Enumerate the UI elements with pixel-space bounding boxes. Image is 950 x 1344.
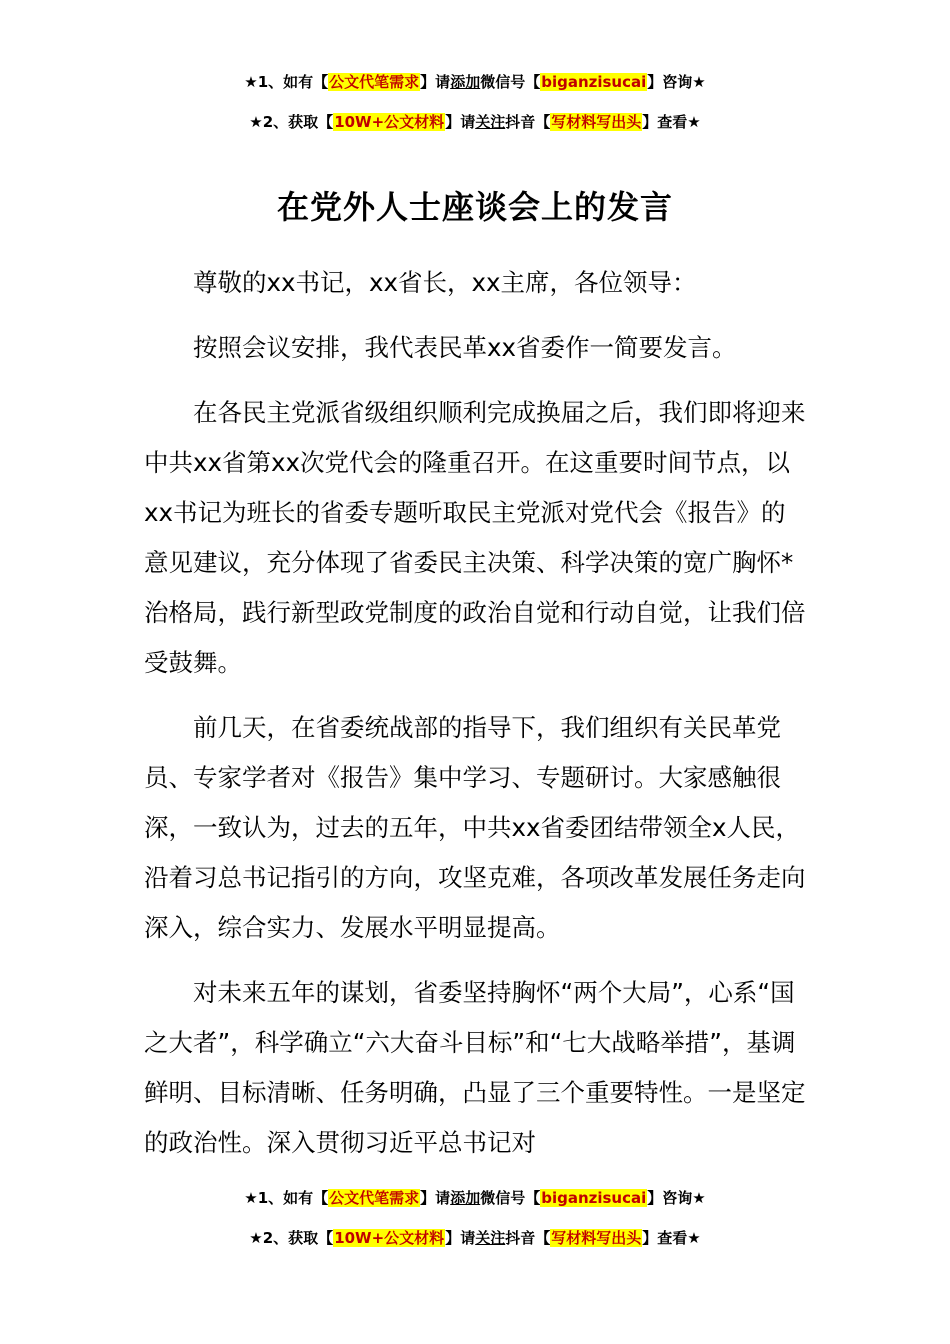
document-title: 在党外人士座谈会上的发言	[276, 188, 673, 226]
highlight-materials: 10W+公文材料	[334, 113, 445, 131]
highlight-materials: 10W+公文材料	[334, 1229, 445, 1247]
salutation: 尊敬的xx书记，xx省长，xx主席，各位领导：	[193, 268, 697, 297]
bottom-banner-line-2	[0, 1228, 950, 1248]
highlight-service: 公文代笔需求	[329, 73, 420, 91]
banner-text: ★2、获取【	[249, 113, 334, 131]
banner-text: 】请	[420, 73, 451, 91]
highlight-douyin-id: 写材料写出头	[551, 113, 642, 131]
banner-text: 抖音【	[505, 113, 551, 131]
underline-add: 添加	[450, 73, 481, 91]
banner-text: 】查看★	[642, 113, 701, 131]
banner-text: 微信号【	[480, 1189, 541, 1207]
paragraph-3: 前几天，在省委统战部的指导下，我们组织有关民革党员、专家学者对《报告》集中学习、专题研讨。大家感触很深，一致认为，过去的五年，中共xx省委团结带领全x人民，沿着习总书记指引的方向，攻坚克难，各项改革发展任务走向深入，综合实力、发展水平明显提高。	[144, 713, 806, 942]
banner-text: 】请	[420, 1189, 451, 1207]
banner-text: ★1、如有【	[244, 1189, 329, 1207]
underline-follow: 关注	[475, 113, 506, 131]
highlight-douyin-id: 写材料写出头	[551, 1229, 642, 1247]
paragraph-4: 对未来五年的谋划，省委坚持胸怀“两个大局”，心系“国之大者”，科学确立“六大奋斗目标”和“七大战略举措”，基调鲜明、目标清晰、任务明确，凸显了三个重要特性。一是坚定的政治性。深入贯彻习近平总书记对	[144, 978, 806, 1157]
top-banner-line-2	[0, 112, 950, 132]
banner-text: 微信号【	[480, 73, 541, 91]
banner-text: 】咨询★	[647, 73, 706, 91]
top-banner-line-1	[0, 72, 950, 92]
banner-text: 】请	[445, 113, 476, 131]
underline-add: 添加	[450, 1189, 481, 1207]
document-body	[144, 258, 808, 1183]
banner-text: 】请	[445, 1229, 476, 1247]
banner-text: 抖音【	[505, 1229, 551, 1247]
highlight-service: 公文代笔需求	[329, 1189, 420, 1207]
highlight-wechat-id: biganzisucai	[541, 73, 647, 91]
highlight-wechat-id: biganzisucai	[541, 1189, 647, 1207]
paragraph-1: 按照会议安排，我代表民革xx省委作一简要发言。	[193, 333, 737, 362]
banner-text: 】查看★	[642, 1229, 701, 1247]
bottom-banner-line-1	[0, 1188, 950, 1208]
banner-text: ★1、如有【	[244, 73, 329, 91]
paragraph-2: 在各民主党派省级组织顺利完成换届之后，我们即将迎来中共xx省第xx次党代会的隆重召开。在这重要时间节点，以xx书记为班长的省委专题听取民主党派对党代会《报告》的意见建议，充分体现了省委民主决策、科学决策的宽广胸怀*治格局，践行新型政党制度的政治自觉和行动自觉，让我们倍受鼓舞。	[144, 398, 806, 677]
banner-text: ★2、获取【	[249, 1229, 334, 1247]
underline-follow: 关注	[475, 1229, 506, 1247]
banner-text: 】咨询★	[647, 1189, 706, 1207]
